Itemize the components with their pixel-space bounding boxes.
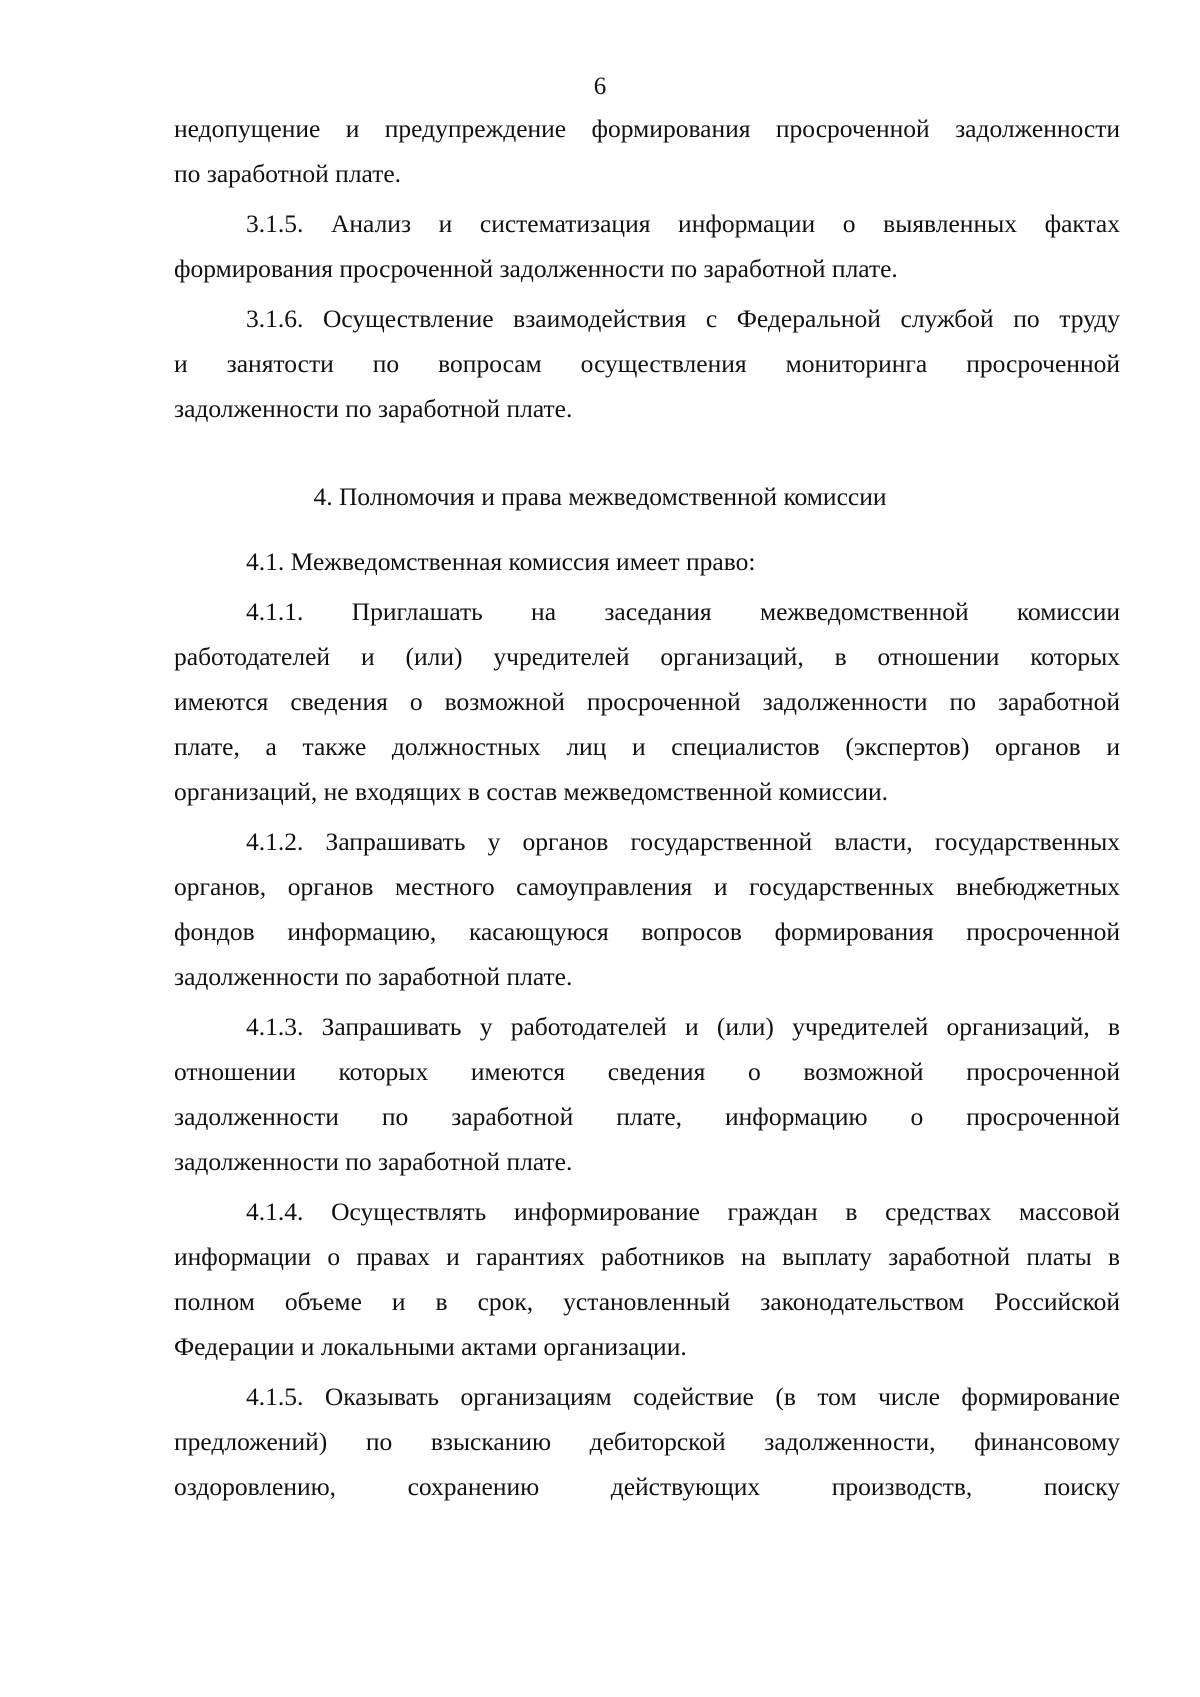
text-line: фондов информацию, касающуюся вопросов формирования просроченной — [174, 917, 1120, 946]
text-line: 4.1.1. Приглашать на заседания межведомственной комиссии — [246, 597, 1120, 626]
text-line: по заработной плате. — [174, 159, 402, 188]
page-number: 6 — [593, 73, 607, 100]
text-line: задолженности по заработной плате, информацию о просроченной — [174, 1102, 1120, 1131]
text-line: 4.1.2. Запрашивать у органов государственной власти, государственных — [246, 827, 1120, 856]
text-line: 4.1.5. Оказывать организациям содействие (в том числе формирование — [246, 1382, 1120, 1411]
text-line: 4.1. Межведомственная комиссия имеет право: — [246, 547, 756, 576]
text-line: оздоровлению, сохранению действующих производств, поиску — [174, 1472, 1120, 1501]
text-line: 4.1.3. Запрашивать у работодателей и (или) учредителей организаций, в — [246, 1012, 1120, 1041]
text-line: задолженности по заработной плате. — [174, 962, 573, 991]
text-line: органов, органов местного самоуправления и государственных внебюджетных — [174, 872, 1120, 901]
text-line: 3.1.5. Анализ и систематизация информации о выявленных фактах — [246, 209, 1120, 238]
text-line: отношении которых имеются сведения о возможной просроченной — [174, 1057, 1120, 1086]
text-line: полном объеме и в срок, установленный законодательством Российской — [174, 1287, 1120, 1316]
section-heading: 4. Полномочия и права межведомственной комиссии — [313, 482, 887, 511]
text-line: работодателей и (или) учредителей организаций, в отношении которых — [174, 642, 1120, 671]
text-line: 3.1.6. Осуществление взаимодействия с Федеральной службой по труду — [246, 304, 1120, 333]
text-line: формирования просроченной задолженности по заработной плате. — [174, 254, 898, 283]
text-line: предложений) по взысканию дебиторской задолженности, финансовому — [174, 1427, 1120, 1456]
text-line: плате, а также должностных лиц и специалистов (экспертов) органов и — [174, 732, 1120, 761]
text-line: задолженности по заработной плате. — [174, 1147, 573, 1176]
text-line: имеются сведения о возможной просроченной задолженности по заработной — [174, 687, 1120, 716]
text-line: организаций, не входящих в состав межведомственной комиссии. — [174, 777, 889, 806]
text-line: 4.1.4. Осуществлять информирование граждан в средствах массовой — [246, 1197, 1120, 1226]
text-line: информации о правах и гарантиях работников на выплату заработной платы в — [174, 1242, 1120, 1271]
text-line: недопущение и предупреждение формирования просроченной задолженности — [174, 114, 1120, 143]
text-line: Федерации и локальными актами организации. — [174, 1332, 687, 1361]
text-line: и занятости по вопросам осуществления мониторинга просроченной — [174, 349, 1120, 378]
text-line: задолженности по заработной плате. — [174, 394, 573, 423]
